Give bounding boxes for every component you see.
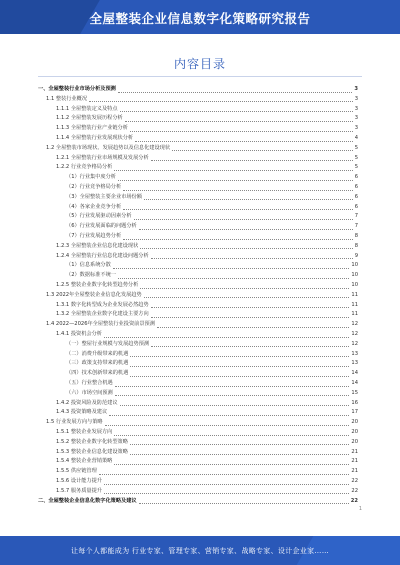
toc-entry-page: 7 xyxy=(354,213,358,220)
toc-entry-page: 3 xyxy=(354,115,358,122)
toc-entry[interactable] xyxy=(38,379,358,388)
toc-entry-label: （四）技术创新带来的机遇 xyxy=(66,370,129,377)
toc-entry-label: 1.5.7 服务质量提升 xyxy=(56,487,102,494)
toc-entry-page: 14 xyxy=(351,380,358,386)
toc-entry[interactable] xyxy=(38,252,358,261)
toc-entry-page: 8 xyxy=(354,242,358,249)
toc-entry-page: 22 xyxy=(351,487,358,494)
toc-leader-dots xyxy=(115,381,350,387)
toc-entry[interactable] xyxy=(38,271,358,280)
toc-entry[interactable] xyxy=(38,457,358,466)
toc-entry-label: 二、全屋整装企业信息化数字化策略及建议 xyxy=(38,497,137,504)
toc-leader-dots xyxy=(115,390,350,396)
toc-entry[interactable] xyxy=(38,95,358,104)
toc-entry-page: 15 xyxy=(351,389,358,396)
toc-leader-dots xyxy=(130,361,349,367)
toc-leader-dots xyxy=(118,87,353,93)
toc-entry-page: 11 xyxy=(351,291,358,298)
toc-entry-page: 20 xyxy=(351,419,358,426)
toc-entry-page: 13 xyxy=(351,360,358,367)
toc-entry-label: 1.5 行业发展方向与策略 xyxy=(46,419,103,426)
toc-entry-label: 1.2.1 全屋整装行业市场规模及发展分析 xyxy=(56,154,149,161)
toc-entry-label: 1.2.2 行业竞争格局分析 xyxy=(56,164,113,171)
toc-leader-dots xyxy=(151,253,353,259)
toc-leader-dots xyxy=(130,449,349,455)
toc-entry-page: 10 xyxy=(351,272,358,279)
toc-entry[interactable] xyxy=(38,320,358,329)
toc-entry-label: （6）行业发展面临的问题分析 xyxy=(66,223,137,230)
toc-entry-label: （1）行业集中度分析 xyxy=(66,174,116,181)
toc-entry-page: 5 xyxy=(354,164,358,171)
toc-entry-label: 1.5.3 整装企业信息化建设策略 xyxy=(56,448,128,455)
toc-leader-dots xyxy=(118,175,353,181)
toc-leader-dots xyxy=(151,312,350,318)
title-divider xyxy=(38,76,362,77)
page-title: 内容目录 xyxy=(173,57,226,71)
toc-entry-page: 9 xyxy=(354,252,358,259)
toc-entry-label: 1.5.6 设计能力提升 xyxy=(56,478,102,484)
toc-leader-dots xyxy=(130,439,349,445)
toc-leader-dots xyxy=(105,420,350,426)
toc-entry-label: （一）整屋行业规模与发展趋势预测 xyxy=(66,340,150,347)
toc-entry[interactable] xyxy=(38,369,358,378)
toc-leader-dots xyxy=(114,165,352,171)
toc-entry-page: 4 xyxy=(354,135,358,141)
toc-entry[interactable] xyxy=(38,438,358,447)
toc-leader-dots xyxy=(104,332,349,338)
toc-entry-label: 1.5.1 整装企业发展方向 xyxy=(56,429,113,435)
toc-entry[interactable] xyxy=(38,467,358,476)
toc-entry-page: 3 xyxy=(354,86,358,92)
toc-entry-page: 11 xyxy=(351,311,358,318)
toc-entry-label: 1.1.4 全屋整装行业发展现状分析 xyxy=(56,135,134,141)
toc-entry-label: 1.2.4 全屋整装行业信息化建设问题分析 xyxy=(56,252,149,259)
toc-entry[interactable] xyxy=(38,389,358,398)
toc-entry[interactable] xyxy=(38,359,358,368)
toc-entry-page: 11 xyxy=(351,301,358,308)
toc-entry[interactable] xyxy=(38,310,358,319)
toc-entry-page: 3 xyxy=(354,105,358,112)
page-number: 1 xyxy=(358,506,362,512)
toc-leader-dots xyxy=(172,145,353,151)
toc-leader-dots xyxy=(120,106,353,112)
toc-entry[interactable] xyxy=(38,222,358,231)
toc-entry-page: 20 xyxy=(351,429,358,435)
toc-entry[interactable] xyxy=(38,418,358,427)
toc-entry[interactable] xyxy=(38,497,358,506)
toc-entry[interactable] xyxy=(38,261,358,270)
toc-entry[interactable] xyxy=(38,301,358,310)
toc-entry-page: 12 xyxy=(351,340,358,347)
toc-entry[interactable] xyxy=(38,281,358,290)
toc-entry[interactable] xyxy=(38,173,358,182)
toc-leader-dots xyxy=(118,273,349,279)
toc-entry-label: （三）政策支持带来的机遇 xyxy=(66,360,129,367)
toc-entry[interactable] xyxy=(38,399,358,408)
toc-entry-page: 10 xyxy=(351,282,358,288)
toc-entry[interactable] xyxy=(38,487,358,496)
toc-entry-page: 20 xyxy=(351,438,358,445)
toc-entry-label: 1.4.3 投资策略及建议 xyxy=(56,409,108,416)
toc-entry[interactable] xyxy=(38,163,358,172)
toc-entry[interactable] xyxy=(38,193,358,202)
toc-entry-label: 一、全屋整装行业市场分析及预测 xyxy=(38,86,116,92)
toc-entry[interactable] xyxy=(38,212,358,221)
toc-leader-dots xyxy=(151,155,353,161)
toc-entry[interactable] xyxy=(38,105,358,114)
toc-entry-page: 6 xyxy=(354,174,358,181)
toc-leader-dots xyxy=(134,214,353,220)
toc-entry-label: 1.1.1 全屋整装定义及特点 xyxy=(56,105,118,112)
toc-leader-dots xyxy=(120,400,350,406)
toc-entry[interactable] xyxy=(38,144,358,153)
toc-entry[interactable] xyxy=(38,85,358,94)
toc-entry-label: （1）信息系统分散 xyxy=(66,262,111,269)
toc-entry-label: 1.4.1 投资机会分析 xyxy=(56,331,102,337)
toc-entry-label: 1.3.1 数字化转型成为企业发展必然趋势 xyxy=(56,301,149,308)
footer-slogan: 让每个人都能成为 行业专家、管理专家、营销专家、战略专家、设计企业家…… xyxy=(70,547,330,555)
toc-entry[interactable] xyxy=(38,428,358,437)
toc-entry-label: （六）市场空间预测 xyxy=(66,389,113,396)
toc-entry-label: 1.1.3 全屋整装行业产业链分析 xyxy=(56,125,128,132)
toc-entry[interactable] xyxy=(38,291,358,300)
toc-entry-label: 1.5.5 供应链管理 xyxy=(56,468,97,475)
toc-entry-page: 13 xyxy=(351,350,358,357)
toc-entry-page: 5 xyxy=(354,144,358,151)
toc-entry-page: 21 xyxy=(351,468,358,475)
toc-entry-page: 8 xyxy=(354,233,358,239)
toc-leader-dots xyxy=(123,204,353,210)
toc-entry-page: 21 xyxy=(351,448,358,455)
toc-leader-dots xyxy=(130,371,349,377)
report-header-banner xyxy=(0,0,400,34)
footer-banner xyxy=(0,536,400,565)
toc-entry-label: 1.4 2022—2026年全屋整装行业投资前景预测 xyxy=(46,321,155,328)
toc-entry-label: （二）消费升级带来的机遇 xyxy=(66,350,129,357)
toc-entry[interactable] xyxy=(38,134,358,143)
toc-leader-dots xyxy=(89,96,353,102)
toc-leader-dots xyxy=(135,136,353,142)
toc-entry-label: （3）全屋整装主要企业市场份额 xyxy=(66,193,142,200)
toc-leader-dots xyxy=(114,459,349,465)
toc-entry-page: 12 xyxy=(351,331,358,337)
toc-entry[interactable] xyxy=(38,232,358,241)
toc-entry-label: 1.5.4 整装企业营销策略 xyxy=(56,458,113,465)
toc-entry-label: 1.2.5 整装企业数字化转型趋势分析 xyxy=(56,282,139,288)
toc-leader-dots xyxy=(125,116,353,122)
toc-entry[interactable] xyxy=(38,330,358,339)
toc-entry-page: 7 xyxy=(354,223,358,230)
toc-entry-label: （2）行业竞争格局分析 xyxy=(66,184,122,190)
toc-leader-dots xyxy=(123,234,353,240)
toc-entry-page: 12 xyxy=(351,321,358,328)
toc-entry-label: 1.5.2 整装企业数字化转型策略 xyxy=(56,438,128,445)
toc-entry-page: 6 xyxy=(354,193,358,200)
toc-entry[interactable] xyxy=(38,408,358,417)
toc-leader-dots xyxy=(109,410,349,416)
toc-entry-page: 10 xyxy=(351,262,358,269)
toc-entry-page: 6 xyxy=(354,184,358,190)
toc-entry-label: 1.2 全屋整装市场现状、发展趋势以及信息化建设现状 xyxy=(46,144,171,151)
toc-leader-dots xyxy=(151,341,349,347)
toc-leader-dots xyxy=(130,351,349,357)
toc-leader-dots xyxy=(130,126,353,132)
toc-entry-label: 1.3.2 全屋整装企业数字化建设主要方向 xyxy=(56,311,149,318)
toc-entry-label: 1.4.2 投资风险及防范建议 xyxy=(56,399,118,406)
toc-entry-label: （五）行业整合机遇 xyxy=(66,380,113,386)
toc-leader-dots xyxy=(140,283,349,289)
toc-entry-page: 17 xyxy=(351,409,358,416)
toc-entry[interactable] xyxy=(38,154,358,163)
toc-entry[interactable] xyxy=(38,203,358,212)
toc-entry-label: 1.3 2022年全屋整装企业信息化发展趋势 xyxy=(46,291,142,298)
toc-entry-page: 5 xyxy=(354,154,358,161)
toc-leader-dots xyxy=(113,263,350,269)
toc-entry[interactable] xyxy=(38,183,358,192)
toc-entry[interactable] xyxy=(38,448,358,457)
toc-leader-dots xyxy=(157,322,349,328)
toc-entry-page: 6 xyxy=(354,203,358,210)
toc-entry-page: 21 xyxy=(351,458,358,465)
toc-entry[interactable] xyxy=(38,477,358,486)
toc-leader-dots xyxy=(140,243,352,249)
toc-entry-label: 1.2.3 全屋整装企业信息化建设现状 xyxy=(56,242,139,249)
toc-entry-page: 14 xyxy=(351,370,358,377)
toc-leader-dots xyxy=(114,430,349,436)
toc-entry-page: 3 xyxy=(354,95,358,102)
toc-entry-page: 22 xyxy=(350,497,358,504)
toc-entry-label: （4）各家企业竞争分析 xyxy=(66,203,122,210)
toc-leader-dots xyxy=(139,224,353,230)
toc-entry[interactable] xyxy=(38,340,358,349)
toc-entry-page: 3 xyxy=(354,125,358,132)
toc-entry-label: （5）行业发展驱动因素分析 xyxy=(66,213,132,220)
toc-leader-dots xyxy=(151,302,350,308)
toc-entry-label: （2）数据标准不统一 xyxy=(66,272,116,279)
toc-entry[interactable] xyxy=(38,124,358,133)
toc-entry-label: 1.1 整装行业概况 xyxy=(46,95,88,102)
toc-leader-dots xyxy=(99,469,350,475)
toc-entry-label: 1.1.2 全屋整装发展历程分析 xyxy=(56,115,123,122)
toc-entry[interactable] xyxy=(38,350,358,359)
toc-leader-dots xyxy=(104,479,349,485)
toc-entry[interactable] xyxy=(38,114,358,123)
report-title: 全屋整装企业信息数字化策略研究报告 xyxy=(89,11,311,26)
toc-entry[interactable] xyxy=(38,242,358,251)
toc-entry-page: 22 xyxy=(351,478,358,484)
toc-entry-page: 16 xyxy=(351,399,358,406)
toc-leader-dots xyxy=(104,488,349,494)
toc-entry-label: （7）行业发展趋势分析 xyxy=(66,233,122,239)
toc-leader-dots xyxy=(123,185,353,191)
toc-leader-dots xyxy=(144,194,353,200)
toc-leader-dots xyxy=(144,292,350,298)
toc-leader-dots xyxy=(139,498,349,504)
